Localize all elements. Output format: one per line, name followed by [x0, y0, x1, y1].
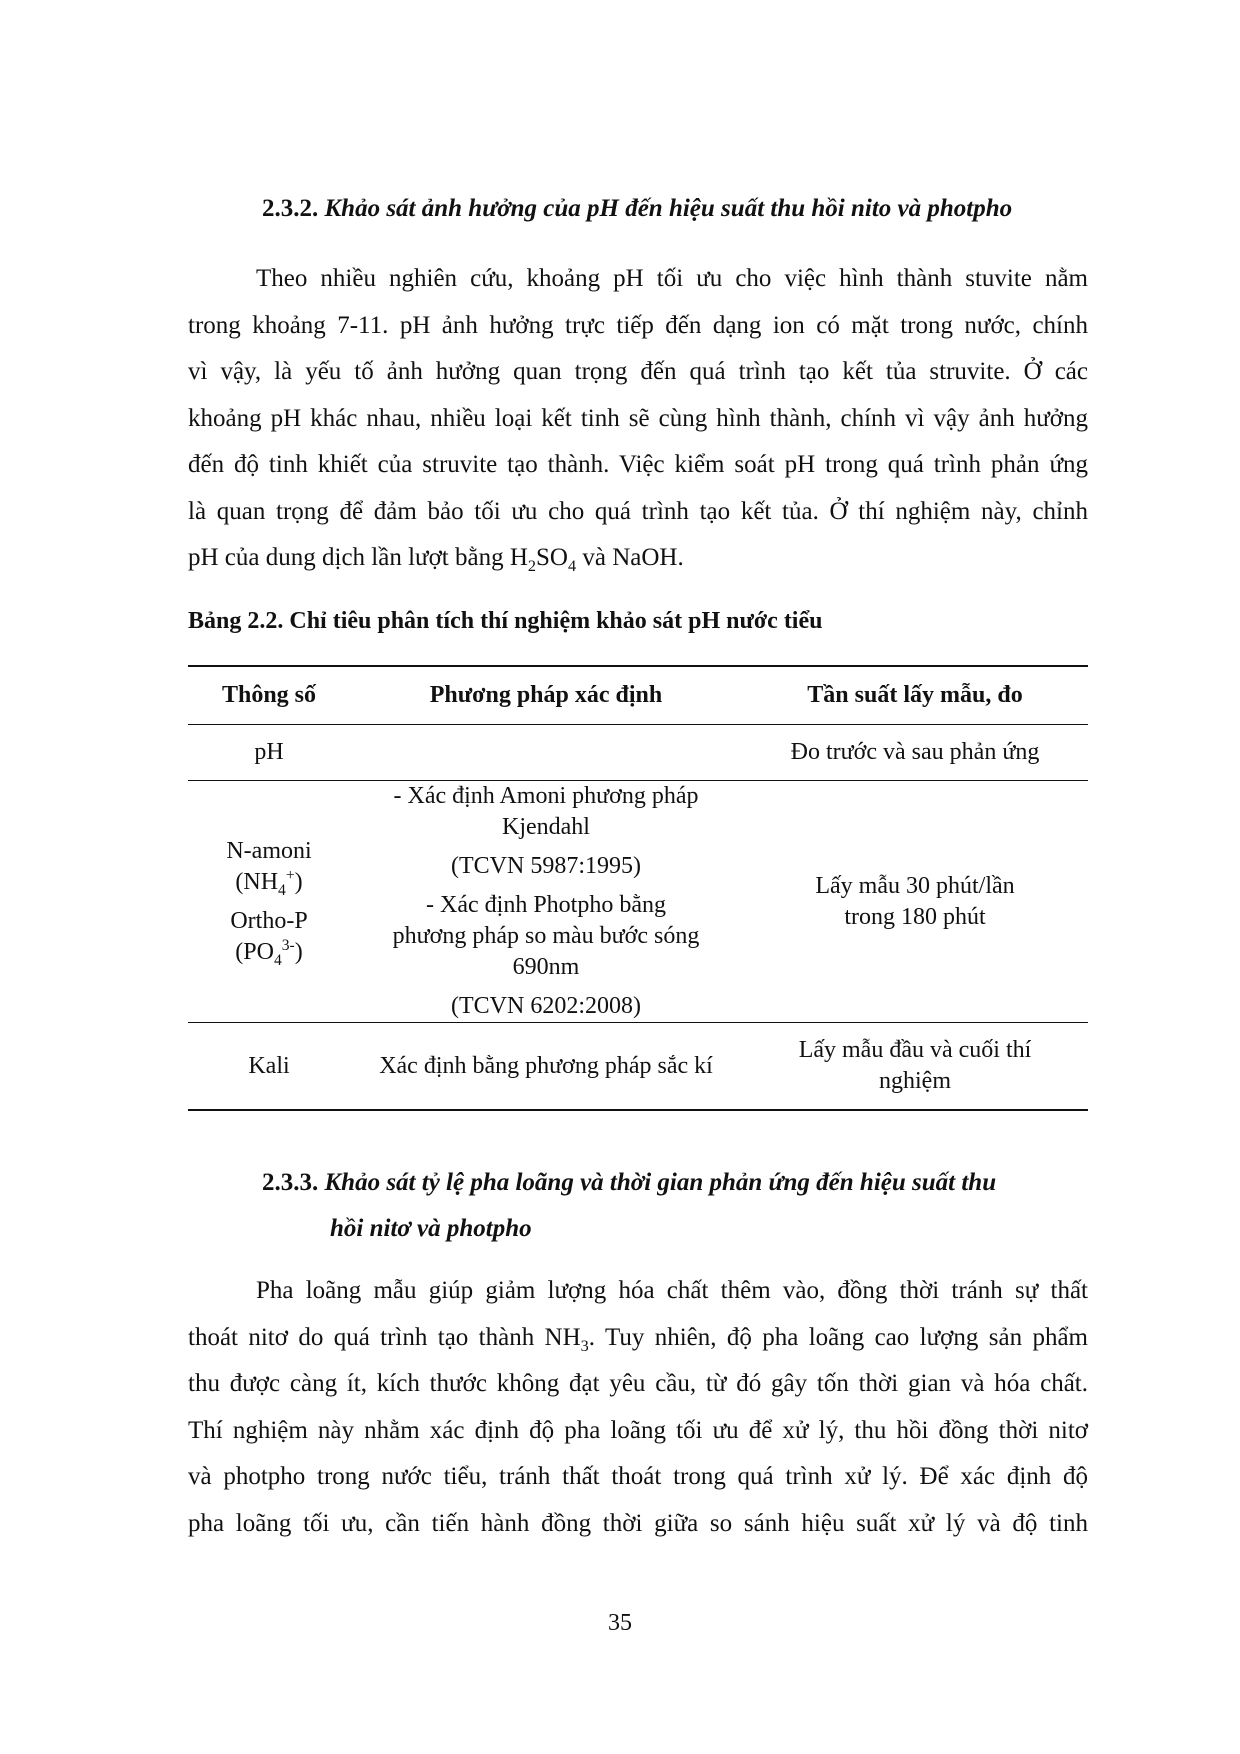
section-title: Khảo sát ảnh hưởng của pH đến hiệu suất thu hồi nito và photpho: [324, 195, 1013, 222]
paragraph-line: khoảng pH khác nhau, nhiều loại kết tinh sẽ cùng hình thành, chính vì vậy ảnh hưởng: [188, 404, 1088, 432]
section-number: 2.3.2.: [262, 195, 319, 222]
table-cell: pH: [188, 725, 350, 781]
paragraph-line: Theo nhiều nghiên cứu, khoảng pH tối ưu cho việc hình thành stuvite nằm: [256, 265, 1088, 292]
paragraph-line: là quan trọng để đảm bảo tối ưu cho quá trình tạo kết tủa. Ở thí nghiệm này, chỉnh: [188, 497, 1088, 525]
paragraph-line: thu được càng ít, kích thước không đạt yêu cầu, từ đó gây tốn thời gian và hóa chất.: [188, 1370, 1088, 1397]
table-cell: Đo trước và sau phản ứng: [742, 725, 1088, 781]
table-cell: Lấy mẫu 30 phút/lần trong 180 phút: [742, 781, 1088, 1023]
table-cell: Lấy mẫu đầu và cuối thí nghiệm: [742, 1023, 1088, 1111]
section-title-continued: hồi nitơ và photpho: [330, 1215, 532, 1242]
section-heading-2-3-3: [262, 1160, 996, 1252]
section-heading-2-3-2: [262, 186, 1012, 232]
paragraph-line: pH của dung dịch lần lượt bằng $H_2SO_4$ và NaOH.: [188, 544, 684, 575]
table-cell: Kali: [188, 1023, 350, 1111]
table-row: [188, 781, 1088, 1023]
paragraph-dilution: [188, 1268, 1088, 1547]
section-number: 2.3.3.: [262, 1169, 319, 1196]
paragraph-ph: [188, 256, 1088, 582]
table-cell: Xác định bằng phương pháp sắc kí: [350, 1023, 742, 1111]
analysis-table: [188, 665, 1088, 1111]
table-cell: [350, 725, 742, 781]
table-row: [188, 1023, 1088, 1111]
column-header: Tần suất lấy mẫu, đo: [742, 666, 1088, 725]
table-caption: Bảng 2.2. Chỉ tiêu phân tích thí nghiệm khảo sát pH nước tiểu: [188, 608, 823, 634]
paragraph-line: thoát nitơ do quá trình tạo thành $NH_3$. Tuy nhiên, độ pha loãng cao lượng sản phẩm: [188, 1323, 1088, 1355]
paragraph-line: Thí nghiệm này nhằm xác định độ pha loãng tối ưu để xử lý, thu hồi đồng thời nitơ: [188, 1416, 1088, 1444]
table-header-row: [188, 666, 1088, 725]
table-cell: N-amoni $(NH_4^+)$ Ortho-P $(PO_4^{3-})$: [188, 781, 350, 1023]
table-row: [188, 725, 1088, 781]
paragraph-line: trong khoảng 7-11. pH ảnh hưởng trực tiếp đến dạng ion có mặt trong nước, chính: [188, 311, 1088, 339]
page-number: 35: [608, 1610, 632, 1636]
paragraph-line: Pha loãng mẫu giúp giảm lượng hóa chất thêm vào, đồng thời tránh sự thất: [256, 1277, 1088, 1304]
paragraph-line: vì vậy, là yếu tố ảnh hưởng quan trọng đến quá trình tạo kết tủa struvite. Ở các: [188, 358, 1088, 385]
column-header: Thông số: [188, 666, 350, 725]
section-title: Khảo sát tỷ lệ pha loãng và thời gian phản ứng đến hiệu suất thu: [324, 1169, 997, 1196]
column-header: Phương pháp xác định: [350, 666, 742, 725]
paragraph-line: đến độ tinh khiết của struvite tạo thành. Việc kiểm soát pH trong quá trình phản ứng: [188, 451, 1088, 478]
paragraph-line: pha loãng tối ưu, cần tiến hành đồng thời giữa so sánh hiệu suất xử lý và độ tinh: [188, 1509, 1088, 1537]
table-cell: - Xác định Amoni phương pháp Kjendahl (TCVN 5987:1995) - Xác định Photpho bằng phương pháp so màu bước sóng 690nm (TCVN 6202:2008): [350, 781, 742, 1023]
paragraph-line: và photpho trong nước tiểu, tránh thất thoát trong quá trình xử lý. Để xác định độ: [188, 1463, 1088, 1490]
